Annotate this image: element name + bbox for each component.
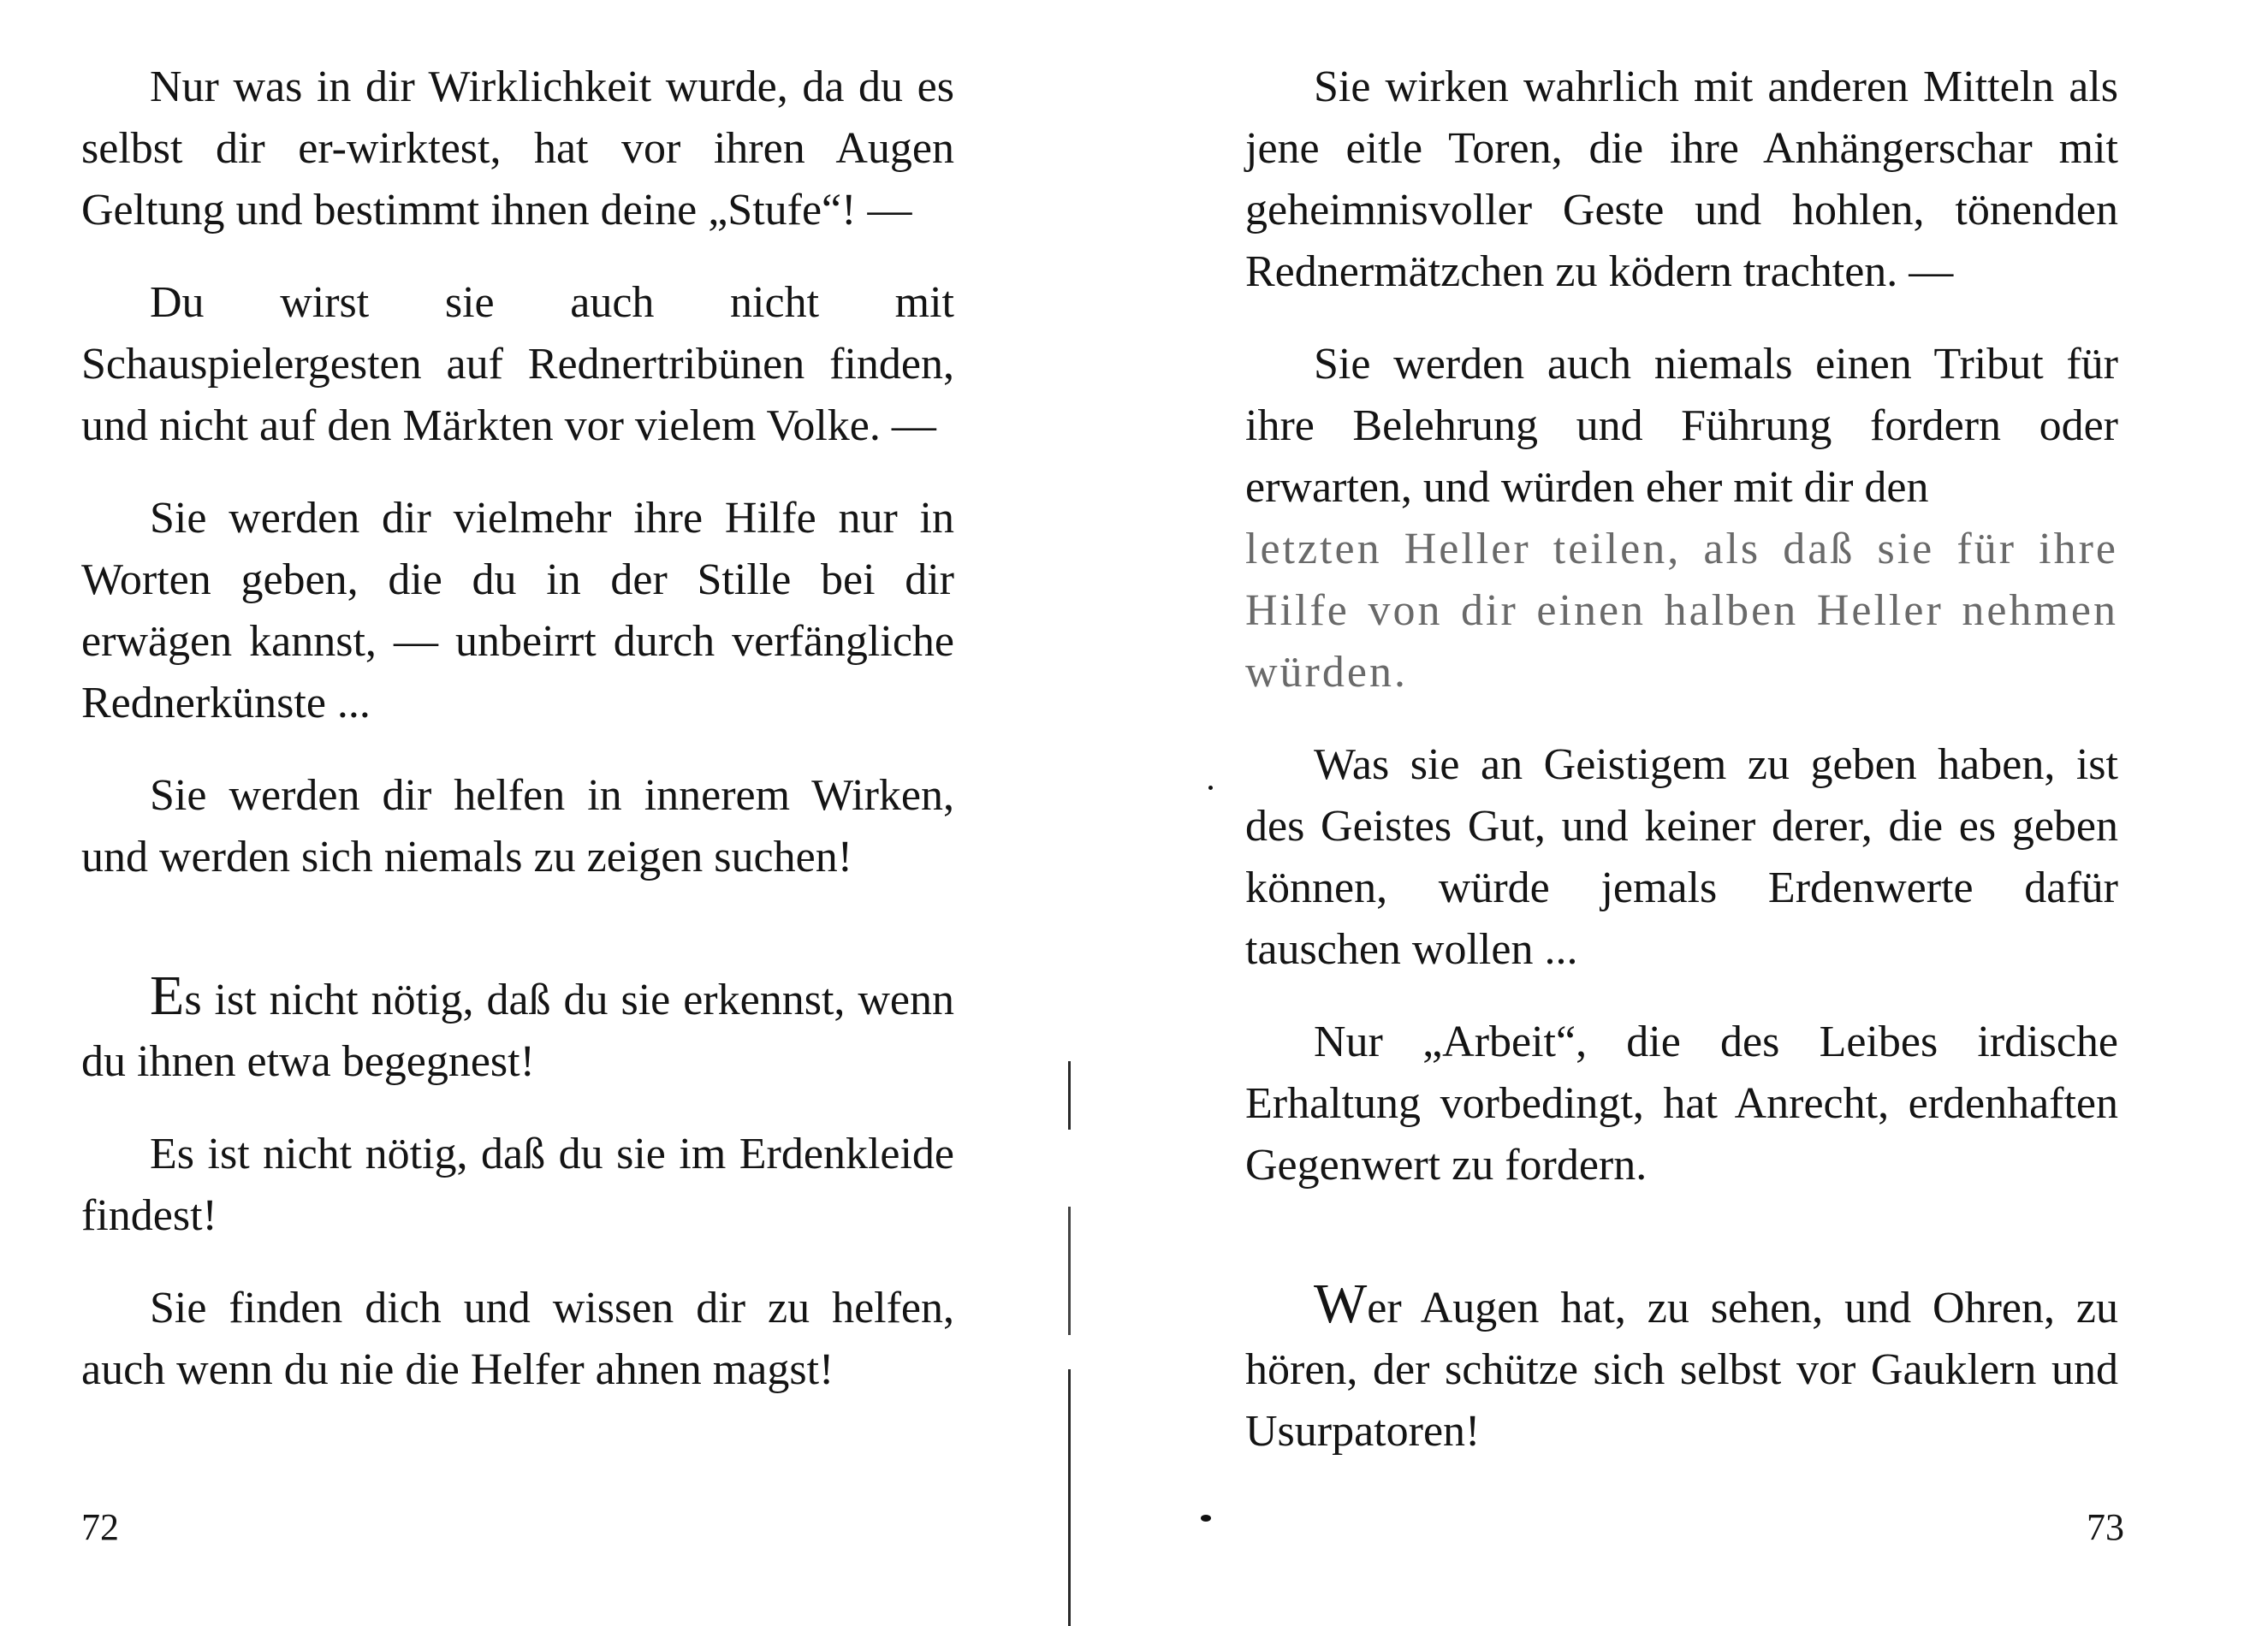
right-paragraph-4: Nur „Arbeit“, die des Leibes irdische Erhaltung vorbedingt, hat Anrecht, erdenhaften Gegenwert zu fordern. — [1245, 1018, 2118, 1190]
ink-speck — [1208, 786, 1213, 790]
page-number-left: 72 — [81, 1506, 119, 1548]
left-paragraph-6: Es ist nicht nötig, daß du sie im Erdenkleide findest! — [81, 1130, 954, 1240]
right-section-paragraph — [1245, 1273, 2118, 1463]
section-lead-text: s ist nicht nötig, daß du sie erkennst, wenn du ihnen etwa begegnest! — [81, 976, 954, 1086]
right-page — [1078, 0, 2268, 1626]
section-initial: W — [1314, 1273, 1368, 1335]
right-paragraph-2b: letzten Heller teilen, als daß sie für ihre Hilfe von dir einen halben Heller nehmen würden. — [1245, 525, 2118, 697]
left-section-paragraph — [81, 964, 954, 1093]
right-text-column — [1245, 56, 2118, 1463]
book-gutter — [1068, 154, 1073, 1609]
left-paragraph-4: Sie werden dir helfen in innerem Wirken, und werden sich niemals zu zeigen suchen! — [81, 771, 954, 881]
right-paragraph-1: Sie wirken wahrlich mit anderen Mitteln als jene eitle Toren, die ihre Anhängerschar mit geheimnisvoller Geste und hohlen, tönenden Rednermätzchen zu ködern trachten. — — [1245, 62, 2118, 296]
left-paragraph-7: Sie finden dich und wissen dir zu helfen, auch wenn du nie die Helfer ahnen magst! — [81, 1284, 954, 1394]
left-text-column — [81, 56, 954, 1401]
left-page — [0, 0, 1070, 1626]
left-paragraph-1: Nur was in dir Wirklichkeit wurde, da du es selbst dir er-wirktest, hat vor ihren Augen Geltung und bestimmt ihnen deine „Stufe“! — — [81, 62, 954, 234]
left-paragraph-2: Du wirst sie auch nicht mit Schauspielergesten auf Rednertribünen finden, und nicht auf den Märkten vor vielem Volke. — — [81, 278, 954, 450]
section-initial: E — [150, 964, 185, 1027]
page-number-right: 73 — [2087, 1506, 2124, 1548]
left-paragraph-3: Sie werden dir vielmehr ihre Hilfe nur in Worten geben, die du in der Stille bei dir erwägen kannst, — unbeirrt durch verfängliche Rednerkünste ... — [81, 494, 954, 727]
right-paragraph-2a: Sie werden auch niemals einen Tribut für ihre Belehrung und Führung fordern oder erwarten, und würden eher mit dir den — [1245, 340, 2118, 512]
right-paragraph-3: Was sie an Geistigem zu geben haben, ist des Geistes Gut, und keiner derer, die es geben können, würde jemals Erdenwerte dafür tauschen wollen ... — [1245, 740, 2118, 974]
section-lead-text: er Augen hat, zu sehen, und Ohren, zu hören, der schütze sich selbst vor Gauklern und Usurpatoren! — [1245, 1284, 2118, 1456]
ink-speck — [1201, 1515, 1211, 1522]
